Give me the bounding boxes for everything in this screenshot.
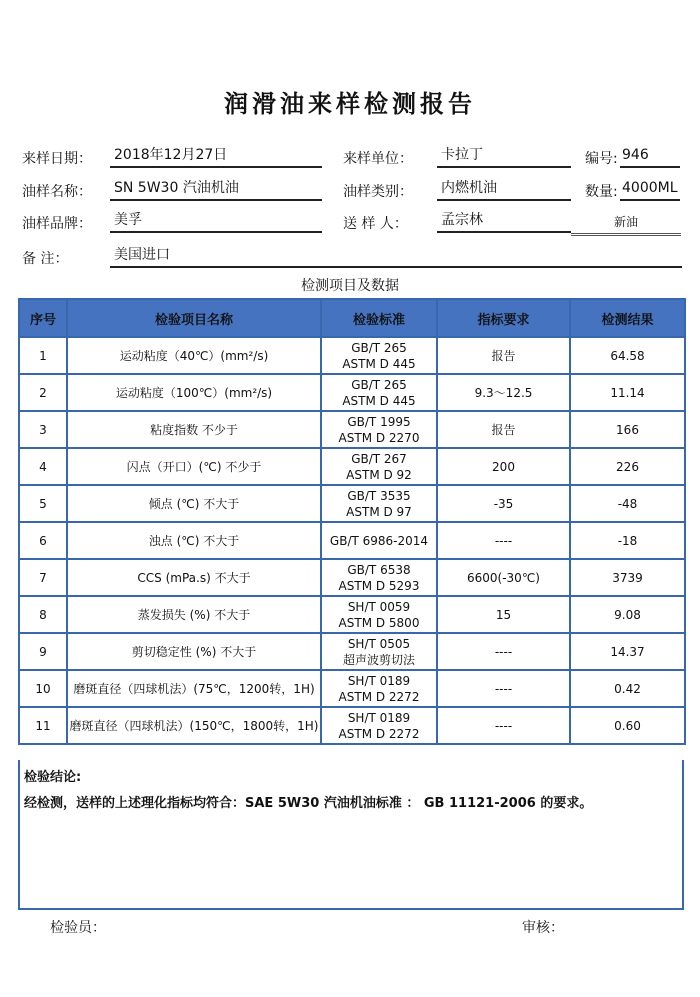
remark-label: 备 注：: [22, 251, 69, 267]
row-standard: GB/T 265 ASTM D 445: [321, 374, 437, 411]
row-item: CCS (mPa.s) 不大于: [67, 559, 321, 596]
table-row: [19, 633, 685, 670]
header-result: 检测结果: [570, 299, 685, 337]
row-result: 11.14: [570, 374, 685, 411]
brand-value: 美孚: [110, 211, 322, 233]
row-standard: GB/T 6986-2014: [321, 522, 437, 559]
oil-type-value: 内燃机油: [437, 179, 571, 201]
sample-unit-label: 来样单位：: [343, 151, 413, 167]
row-item: 粘度指数 不少于: [67, 411, 321, 448]
row-result: 14.37: [570, 633, 685, 670]
row-result: 0.60: [570, 707, 685, 744]
row-result: 166: [570, 411, 685, 448]
row-no: 6: [19, 522, 67, 559]
conclusion-box: [18, 760, 684, 910]
number-value: 946: [620, 146, 680, 168]
row-item: 运动粘度（100℃）(mm²/s): [67, 374, 321, 411]
row-standard: SH/T 0059 ASTM D 5800: [321, 596, 437, 633]
row-requirement: 报告: [437, 411, 570, 448]
reviewer-label: 审核：: [522, 920, 564, 936]
row-standard: SH/T 0189 ASTM D 2272: [321, 707, 437, 744]
remark-value: 美国进口: [110, 246, 682, 268]
table-header-row: [19, 299, 685, 337]
oil-type-label: 油样类别：: [343, 184, 413, 200]
row-result: -18: [570, 522, 685, 559]
header-no: 序号: [19, 299, 67, 337]
table-row: [19, 596, 685, 633]
row-item: 磨斑直径（四球机法）(75℃，1200转，1H): [67, 670, 321, 707]
header-standard: 检验标准: [321, 299, 437, 337]
row-item: 浊点 (℃) 不大于: [67, 522, 321, 559]
row-no: 3: [19, 411, 67, 448]
row-item: 磨斑直径（四球机法）(150℃，1800转，1H): [67, 707, 321, 744]
sample-date-value: 2018年12月27日: [110, 146, 322, 168]
inspector-label: 检验员：: [50, 920, 106, 936]
row-requirement: 报告: [437, 337, 570, 374]
row-requirement: -35: [437, 485, 570, 522]
header-item: 检验项目名称: [67, 299, 321, 337]
oil-name-label: 油样名称：: [22, 184, 92, 200]
table-row: [19, 411, 685, 448]
row-standard: GB/T 1995 ASTM D 2270: [321, 411, 437, 448]
sample-unit-value: 卡拉丁: [437, 146, 571, 168]
sender-value: 孟宗林: [437, 211, 571, 233]
row-result: -48: [570, 485, 685, 522]
table-row: [19, 670, 685, 707]
row-no: 9: [19, 633, 67, 670]
row-standard: SH/T 0189 ASTM D 2272: [321, 670, 437, 707]
row-no: 7: [19, 559, 67, 596]
report-title: 润滑油来样检测报告: [224, 89, 476, 118]
row-item: 运动粘度（40℃）(mm²/s): [67, 337, 321, 374]
row-standard: GB/T 3535 ASTM D 97: [321, 485, 437, 522]
row-result: 9.08: [570, 596, 685, 633]
quantity-value: 4000ML: [620, 179, 680, 201]
table-caption: 检测项目及数据: [301, 278, 399, 294]
row-standard: GB/T 6538 ASTM D 5293: [321, 559, 437, 596]
brand-label: 油样品牌：: [22, 216, 92, 232]
row-requirement: ----: [437, 633, 570, 670]
row-no: 2: [19, 374, 67, 411]
row-result: 3739: [570, 559, 685, 596]
table-row: [19, 448, 685, 485]
row-item: 闪点（开口）(℃) 不少于: [67, 448, 321, 485]
row-item: 倾点 (℃) 不大于: [67, 485, 321, 522]
row-result: 64.58: [570, 337, 685, 374]
row-no: 8: [19, 596, 67, 633]
row-requirement: 6600(-30℃): [437, 559, 570, 596]
table-row: [19, 485, 685, 522]
row-requirement: 15: [437, 596, 570, 633]
sender-label: 送 样 人：: [343, 216, 408, 232]
row-no: 5: [19, 485, 67, 522]
conclusion-text: 经检测，送样的上述理化指标均符合：SAE 5W30 汽油机油标准 ： GB 11121-2006 的要求。: [24, 796, 593, 811]
header-requirement: 指标要求: [437, 299, 570, 337]
table-row: [19, 337, 685, 374]
row-item: 蒸发损失 (%) 不大于: [67, 596, 321, 633]
oil-name-value: SN 5W30 汽油机油: [110, 179, 322, 201]
test-data-table: [18, 298, 686, 745]
row-result: 0.42: [570, 670, 685, 707]
row-result: 226: [570, 448, 685, 485]
quantity-label: 数量:: [585, 184, 618, 200]
table-row: [19, 374, 685, 411]
table-row: [19, 559, 685, 596]
row-no: 10: [19, 670, 67, 707]
row-standard: GB/T 267 ASTM D 92: [321, 448, 437, 485]
row-requirement: ----: [437, 670, 570, 707]
row-standard: GB/T 265 ASTM D 445: [321, 337, 437, 374]
row-no: 11: [19, 707, 67, 744]
row-requirement: ----: [437, 707, 570, 744]
row-standard: SH/T 0505 超声波剪切法: [321, 633, 437, 670]
oil-condition-value: 新油: [571, 213, 681, 236]
conclusion-title: 检验结论:: [24, 770, 82, 785]
table-row: [19, 707, 685, 744]
sample-date-label: 来样日期：: [22, 151, 92, 167]
row-requirement: 200: [437, 448, 570, 485]
row-requirement: ----: [437, 522, 570, 559]
table-row: [19, 522, 685, 559]
row-no: 1: [19, 337, 67, 374]
number-label: 编号:: [585, 151, 618, 167]
row-item: 剪切稳定性 (%) 不大于: [67, 633, 321, 670]
row-no: 4: [19, 448, 67, 485]
row-requirement: 9.3～12.5: [437, 374, 570, 411]
